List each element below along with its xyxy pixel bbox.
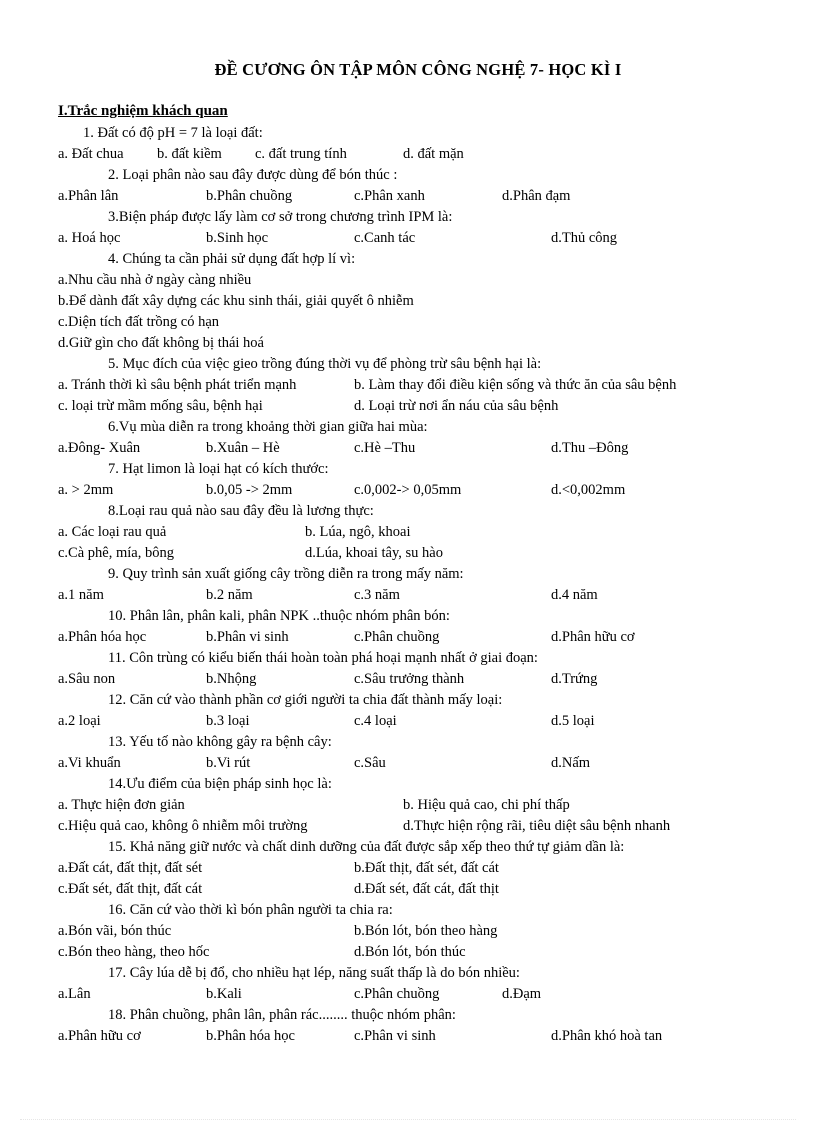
answer-option: c.Hè –Thu [354, 440, 416, 456]
answer-option: d.Đạm [502, 986, 542, 1002]
question-text: 5. Mục đích của việc gieo trồng đúng thời vụ để phòng trừ sâu bệnh hại là: [108, 356, 542, 372]
answer-option: c.Phân chuồng [354, 629, 440, 645]
answer-option: c.Cà phê, mía, bông [58, 545, 174, 561]
answer-option: c. loại trừ mầm mống sâu, bệnh hại [58, 398, 263, 414]
answer-option: d.Trứng [551, 671, 598, 687]
question-text: 11. Côn trùng có kiểu biến thái hoàn toàn phá hoại mạnh nhất ở giai đoạn: [108, 650, 538, 666]
answer-option: a. Hoá học [58, 230, 121, 246]
question-text: 13. Yếu tố nào không gây ra bệnh cây: [108, 734, 332, 750]
answer-option: c.0,002-> 0,05mm [354, 482, 462, 498]
answer-option: c.Phân chuồng [354, 986, 440, 1002]
answer-option: c.Phân xanh [354, 188, 425, 204]
answer-option: a.Lân [58, 986, 91, 1002]
answer-option: b.Bón lót, bón theo hàng [354, 923, 498, 939]
answer-option: c. đất trung tính [255, 146, 347, 162]
answer-option: b. đất kiềm [157, 146, 222, 162]
answer-option: d.Giữ gìn cho đất không bị thái hoá [58, 335, 264, 351]
answer-option: c.Bón theo hàng, theo hốc [58, 944, 210, 960]
question-text: 8.Loại rau quả nào sau đây đều là lương thực: [108, 503, 374, 519]
answer-option: a.2 loại [58, 713, 101, 729]
answer-option: b.Phân vi sinh [206, 629, 289, 645]
section-heading: I.Trắc nghiệm khách quan [58, 103, 228, 119]
answer-option: a.Phân hóa học [58, 629, 147, 645]
question-text: 18. Phân chuồng, phân lân, phân rác........ thuộc nhóm phân: [108, 1007, 456, 1023]
question-text: 16. Căn cứ vào thời kì bón phân người ta chia ra: [108, 902, 393, 918]
answer-option: d.Thủ công [551, 230, 618, 246]
answer-option: a.Đông- Xuân [58, 440, 141, 456]
answer-option: c.Canh tác [354, 230, 416, 246]
answer-option: d.Lúa, khoai tây, su hào [305, 545, 443, 561]
answer-option: c.4 loại [354, 713, 397, 729]
question-text: 7. Hạt limon là loại hạt có kích thước: [108, 461, 329, 477]
answer-option: a.Sâu non [58, 671, 116, 687]
answer-option: d.Phân đạm [502, 188, 571, 204]
question-text: 12. Căn cứ vào thành phần cơ giới người ta chia đất thành mấy loại: [108, 692, 503, 708]
answer-option: a.Đất cát, đất thịt, đất sét [58, 860, 203, 876]
question-text: 6.Vụ mùa diễn ra trong khoảng thời gian giữa hai mùa: [108, 419, 428, 435]
answer-option: b.Kali [206, 986, 242, 1002]
question-text: 1. Đất có độ pH = 7 là loại đất: [83, 125, 263, 141]
answer-option: d.Thực hiện rộng rãi, tiêu diệt sâu bệnh nhanh [403, 818, 671, 834]
question-text: 4. Chúng ta cần phải sử dụng đất hợp lí vì: [108, 251, 356, 267]
answer-option: a.Vi khuẩn [58, 755, 121, 771]
answer-option: a. Thực hiện đơn giản [58, 797, 185, 813]
answer-option: b.0,05 -> 2mm [206, 482, 293, 498]
question-text: 14.Ưu điểm của biện pháp sinh học là: [108, 776, 332, 792]
answer-option: c.Phân vi sinh [354, 1028, 436, 1044]
answer-option: d.Nấm [551, 755, 591, 771]
answer-option: d.Đất sét, đất cát, đất thịt [354, 881, 499, 897]
answer-option: d.5 loại [551, 713, 595, 729]
answer-option: a. Các loại rau quả [58, 524, 167, 540]
question-text: 15. Khả năng giữ nước và chất dinh dưỡng của đất được sắp xếp theo thứ tự giảm dần là: [108, 839, 625, 855]
answer-option: c.Đất sét, đất thịt, đất cát [58, 881, 203, 897]
answer-option: d.Phân khó hoà tan [551, 1028, 663, 1044]
answer-option: d.Phân hữu cơ [551, 629, 635, 645]
answer-option: a.Phân lân [58, 188, 119, 204]
answer-option: b.Để dành đất xây dựng các khu sinh thái, giải quyết ô nhiễm [58, 293, 414, 309]
question-text: 9. Quy trình sản xuất giống cây trồng diễn ra trong mấy năm: [108, 566, 464, 582]
question-text: 2. Loại phân nào sau đây được dùng để bón thúc : [108, 167, 398, 183]
answer-option: b.Xuân – Hè [206, 440, 280, 456]
question-text: 3.Biện pháp được lấy làm cơ sở trong chương trình IPM là: [108, 209, 453, 225]
answer-option: b.Vi rút [206, 755, 251, 771]
answer-option: d.Thu –Đông [551, 440, 629, 456]
question-text: 17. Cây lúa dễ bị đổ, cho nhiều hạt lép, năng suất thấp là do bón nhiều: [108, 965, 520, 981]
answer-option: b.Phân hóa học [206, 1028, 295, 1044]
answer-option: d.Bón lót, bón thúc [354, 944, 466, 960]
answer-option: b.Sinh học [206, 230, 269, 246]
answer-option: b.Phân chuồng [206, 188, 293, 204]
answer-option: c.Diện tích đất trồng có hạn [58, 314, 220, 330]
answer-option: d. Loại trừ nơi ẩn náu của sâu bệnh [354, 398, 559, 414]
question-text: 10. Phân lân, phân kali, phân NPK ..thuộc nhóm phân bón: [108, 608, 450, 624]
answer-option: c.Hiệu quả cao, không ô nhiễm môi trường [58, 818, 308, 834]
answer-option: b. Lúa, ngô, khoai [305, 524, 411, 540]
answer-option: a. Tránh thời kì sâu bệnh phát triển mạnh [58, 377, 297, 393]
answer-option: c.Sâu [354, 755, 386, 771]
answer-option: a.Phân hữu cơ [58, 1028, 141, 1044]
answer-option: a.1 năm [58, 587, 104, 603]
page-bottom-divider [20, 1119, 796, 1120]
answer-option: d.4 năm [551, 587, 598, 603]
answer-option: a.Bón vãi, bón thúc [58, 923, 172, 939]
answer-option: b. Làm thay đổi điều kiện sống và thức ăn của sâu bệnh [354, 377, 677, 393]
answer-option: a.Nhu cầu nhà ở ngày càng nhiều [58, 272, 252, 288]
answer-option: d. đất mặn [403, 146, 464, 162]
answer-option: b.2 năm [206, 587, 253, 603]
answer-option: c.3 năm [354, 587, 400, 603]
answer-option: b. Hiệu quả cao, chi phí thấp [403, 797, 570, 813]
answer-option: d.<0,002mm [551, 482, 626, 498]
answer-option: b.Nhộng [206, 671, 257, 687]
answer-option: b.3 loại [206, 713, 250, 729]
answer-option: c.Sâu trưởng thành [354, 671, 465, 687]
answer-option: a. > 2mm [58, 482, 114, 498]
answer-option: a. Đất chua [58, 146, 124, 162]
page-title: ĐỀ CƯƠNG ÔN TẬP MÔN CÔNG NGHỆ 7- HỌC KÌ I [214, 60, 622, 79]
answer-option: b.Đất thịt, đất sét, đất cát [354, 860, 499, 876]
